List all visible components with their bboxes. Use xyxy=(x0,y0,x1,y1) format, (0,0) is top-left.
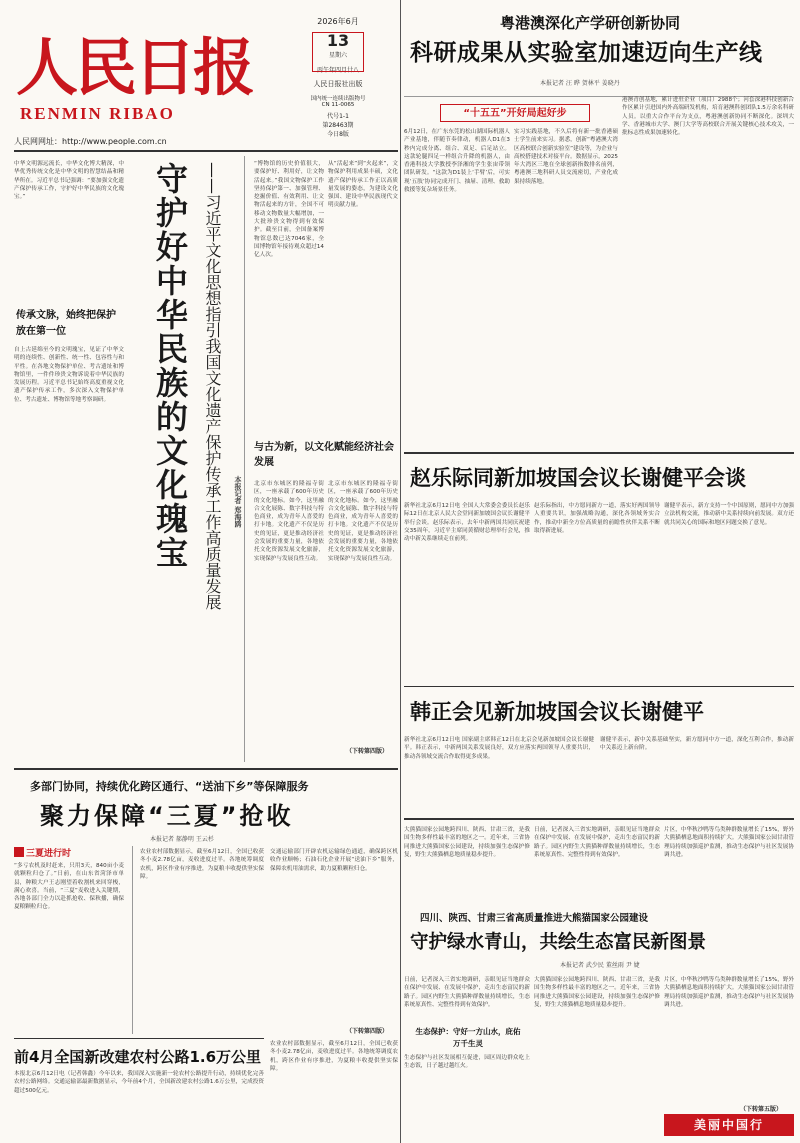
top-section-tag: “十五五”开好局起好步 xyxy=(440,104,590,122)
panda-top-col-2: 日前，记者深入三省实地调研，亲眼见证当地群众在保护中发展、在发展中保护，走出生态富民的新路子。园区内野生大熊猫种群数量持续增长，生态系统原真性、完整性得到有效保护。 xyxy=(534,827,660,858)
masthead-logo: 人民日报 xyxy=(16,31,253,104)
harvest-col-4: 农业农村部数据显示，截至6月12日，全国已收获冬小麦2.78亿亩，麦收进度过半。各地统筹调度农机，跨区作业有序推进，为夏粮丰收提供坚实保障。 xyxy=(270,1041,398,1072)
top-kicker: 粤港澳深化产学研创新协同 xyxy=(500,14,681,32)
harvest-headline: 聚力保障“三夏”抢收 xyxy=(40,802,294,830)
zhao-col-2: 赵乐际指出，中方愿同新方一道，落实好两国领导人重要共识，加强战略沟通，深化各领域务实合作，推动中新全方位高质量的前瞻性伙伴关系不断取得新进展。 xyxy=(534,503,660,534)
feature-subhead-2: 与古为新，以文化赋能经济社会发展 xyxy=(254,442,394,468)
date-day: 13 xyxy=(326,31,350,50)
feature-byline: 本报记者 郑海鸥 xyxy=(234,476,242,528)
feature-continued: （下转第四版） xyxy=(346,748,389,755)
harvest-sub: 三夏进行时 xyxy=(14,846,124,860)
panda-byline: 本报记者 武少民 董丝雨 尹 婕 xyxy=(560,962,640,969)
publisher: 人民日报社出版 xyxy=(313,80,363,88)
feature-col-b: “博物馆的历史价值很大，要保护好、利用好，让文物活起来。”我国文物保护工作坚持保护第一、加强管理、挖掘价值、有效利用、让文物活起来的方针，全国不可移动文物数量大幅增加，一大批珍贵文物得到有效保护。截至目前，全国备案博物馆总数已达7046家，全国博物馆年接待观众超过14亿人次。 xyxy=(254,161,324,259)
lunar-date: 丙午年四月廿八 xyxy=(316,67,359,74)
panda-top-col-1: 大熊猫国家公园地跨四川、陕西、甘肃三省，是我国生物多样性最丰富的地区之一。近年来，三省协同推进大熊猫国家公园建设，持续加强生态保护修复，野生大熊猫栖息地质量稳步提升。 xyxy=(404,827,530,858)
top-byline: 本报记者 汪 晔 贺林平 姜晓丹 xyxy=(540,80,620,87)
website-url: 人民网网址：http://www.people.com.cn xyxy=(14,137,167,146)
masthead-logo-en: RENMIN RIBAO xyxy=(20,104,175,123)
feature-col-d: 北京市东城区的隆福寺街区，一座承载了600年历史的文化地标。如今，这里融合文化展陈、数字科技与特色商业，成为青年人喜爱的打卡地。文化遗产不仅是历史的见证，更是推动经济社会发展的重要力量，各地依托文化资源发展文化旅游，实现保护与发展良性互动。 xyxy=(328,481,398,562)
feature-title: 守护好中华民族的文化瑰宝 xyxy=(151,162,189,570)
zhao-col-1: 新华社北京6月12日电 全国人大常委会委员长赵乐际12日在北京人民大会堂同新加坡国会议长谢健平举行会谈。赵乐际表示，去年中新两国共同庆祝建交35周年，习近平主席同黄循财总理举行会见，推动中新关系继续走在前列。 xyxy=(404,503,530,543)
date-box xyxy=(290,10,386,152)
feature-col-b2: 从“活起来”到“火起来”，文物保护利用成果丰硕，文化遗产保护传承工作正以高质量发展的姿态，为建设文化强国、建设中华民族现代文明贡献力量。 xyxy=(328,161,398,209)
roads-text: 本报北京6月12日电（记者韩鑫）今年以来，我国深入实施新一轮农村公路提升行动，持续优化完善农村公路网络。交通运输部最新数据显示，今年前4个月，全国新改建农村公路1.6万公里，完成投资超过500亿元。 xyxy=(14,1071,264,1094)
page-count: 今日8版 xyxy=(327,131,349,138)
harvest-continued: （下转第四版） xyxy=(346,1028,389,1035)
panda-continued: （下转第五版） xyxy=(740,1106,783,1113)
code: 代号1-1 xyxy=(327,113,349,120)
cn-number: CN 11-0065 xyxy=(321,102,355,108)
top-col-2: 实习实践基地，不久后将有新一批香港硕士学生前来实习。据悉，创新“粤港澳大湾区高校联合创新实验室”建设等，为企业与高校搭建技术对接平台。数据显示，2025年大湾区三地在全球创新指数排名前列，粤港澳三地科研人员交流密切，产业化成果持续落地。 xyxy=(514,129,618,185)
feature-col-c: 北京市东城区的隆福寺街区，一座承载了600年历史的文化地标。如今，这里融合文化展陈、数字科技与特色商业，成为青年人喜爱的打卡地。文化遗产不仅是历史的见证，更是推动经济社会发展的重要力量，各地依托文化资源发展文化旅游，实现保护与发展良性互动。 xyxy=(254,481,324,562)
harvest-kicker: 多部门协同，持续优化跨区通行、“送油下乡”等保障服务 xyxy=(30,780,309,793)
top-col-1: 6月12日，在广东东莞的松山湖国际机器人产业基地，伴随节奏律动，机器人D1在3秒内完成分离、组合、双足、后足站立。这款轮腿四足一样组合升降的机器人，由香港科技大学教授李泽湘的学生张宙带领团队研发。“这款为D1装上‘手臂’后，可实现‘五肢’协同完成开门、抽屉、清理、救助救援等复杂场景任务。 xyxy=(404,129,510,194)
section-banner-beautiful-china: 美丽中国行 xyxy=(664,1114,794,1136)
panda-col-1: 日前，记者深入三省实地调研，亲眼见证当地群众在保护中发展、在发展中保护，走出生态富民的新路子。园区内野生大熊猫种群数量持续增长，生态系统原真性、完整性得到有效保护。 xyxy=(404,977,530,1008)
issn: 国内统一连续出版物号 xyxy=(310,96,366,102)
panda-col-1b: 生态保护与社区发展相互促进，园区周边群众吃上生态饭，日子越过越红火。 xyxy=(404,1055,530,1070)
han-col-2: 谢健平表示，新中关系基础坚实，新方愿同中方一道，深化互利合作，推动新中关系迈上新台阶。 xyxy=(600,737,794,752)
panda-headline: 守护绿水青山，共绘生态富民新图景 xyxy=(410,932,707,953)
top-headline: 科研成果从实验室加速迈向生产线 xyxy=(410,40,763,66)
feature-intro: 中华文明源远流长，中华文化博大精深，中华优秀传统文化是中华文明的智慧结晶和精华所在。习近平总书记强调：“要加强文化遗产保护传承工作，守护好中华民族的文化瑰宝。” xyxy=(14,161,124,201)
date-year-month: 2026年6月 xyxy=(317,17,359,26)
top-col-3: 港澳青创基地，累计进驻企业（项目）2988个；河套深港科技创新合作区累计引进国内外高端研发机构，培育港澳科创团队1.5万余名科研人员。以重大合作平台为支点，粤港澳创新协同不断深化。深圳大学、香港城市大学、澳门大学等高校联合开展关键核心技术攻关，一批标志性成果加速转化。 xyxy=(622,97,794,137)
feature-col-a: 自上古延绵至今的文明瑰宝，见证了中华文明的连续性、创新性、统一性、包容性与和平性。在各地文物保护单位、考古遗址和博物馆里，一件件珍贵文物诉说着中华民族的发展历程。习近平总书记始终高度重视文化遗产保护传承工作，多次深入文物保护单位、考古遗址、博物馆等地考察调研。 xyxy=(14,347,124,403)
zhao-col-3: 谢健平表示，新方支持一个中国原则，愿同中方加强立法机构交流，推动新中关系持续向前发展。双方还就共同关心的国际和地区问题交换了意见。 xyxy=(664,503,794,526)
panda-top-col-3: 片区，中华秋沙鸭等鸟类种群数量增长了15%，野外大熊猫栖息地面积持续扩大。大熊猫国家公园甘肃管理局持续加强巡护监测，推动生态保护与社区发展协调共进。 xyxy=(664,827,794,858)
feature-subtitle: ——习近平文化思想指引我国文化遗产保护传承工作高质量发展 xyxy=(203,162,222,610)
roads-headline: 前4月全国新改建农村公路1.6万公里 xyxy=(14,1048,262,1066)
harvest-byline: 本报记者 郝静明 王云杉 xyxy=(150,836,214,843)
harvest-col-2: 农业农村部数据显示，截至6月12日，全国已收获冬小麦2.78亿亩，麦收进度过半。各地统筹调度农机，跨区作业有序推进，为夏粮丰收提供坚实保障。 xyxy=(140,849,264,880)
han-headline: 韩正会见新加坡国会议长谢健平 xyxy=(410,700,704,724)
harvest-col-1: “多亏农机及时赶来，只用3天，840亩小麦就颗粒归仓了。”日前，在山东省菏泽市单县，种粮大户王志刚望着收割机来回穿梭，满心欢喜。当前，“三夏”麦收进入关键期，各地各部门全力以赴抓抢收、保秋播，确保夏粮颗粒归仓。 xyxy=(14,863,124,911)
weekday: 星期六 xyxy=(328,52,347,59)
panda-col-3: 片区，中华秋沙鸭等鸟类种群数量增长了15%，野外大熊猫栖息地面积持续扩大。大熊猫国家公园甘肃管理局持续加强巡护监测，推动生态保护与社区发展协调共进。 xyxy=(664,977,794,1008)
panda-col-2: 大熊猫国家公园地跨四川、陕西、甘肃三省，是我国生物多样性最丰富的地区之一。近年来，三省协同推进大熊猫国家公园建设，持续加强生态保护修复，野生大熊猫栖息地质量稳步提升。 xyxy=(534,977,660,1008)
harvest-sub-icon xyxy=(14,847,24,857)
panda-kicker: 四川、陕西、甘肃三省高质量推进大熊猫国家公园建设 xyxy=(420,913,649,924)
zhao-headline: 赵乐际同新加坡国会议长谢健平会谈 xyxy=(410,466,746,490)
issue-number: 第28463期 xyxy=(322,122,354,129)
panda-subhead: 生态保护：守好一方山水，庇佑万千生灵 xyxy=(415,1027,521,1048)
feature-subhead-1: 传承文脉，始终把保护放在第一位 xyxy=(16,310,116,337)
han-col-1: 新华社北京6月12日电 国家副主席韩正12日在北京会见新加坡国会议长谢健平。韩正表示，中新两国关系发展良好，双方应落实两国领导人重要共识，推动各领域交流合作取得更多成果。 xyxy=(404,737,594,760)
harvest-col-3: 交通运输部门开辟农机运输绿色通道，确保跨区机收作业顺畅；石油石化企业开展“送油下乡”服务，保障农机用油需求，助力夏粮颗粒归仓。 xyxy=(270,849,398,872)
